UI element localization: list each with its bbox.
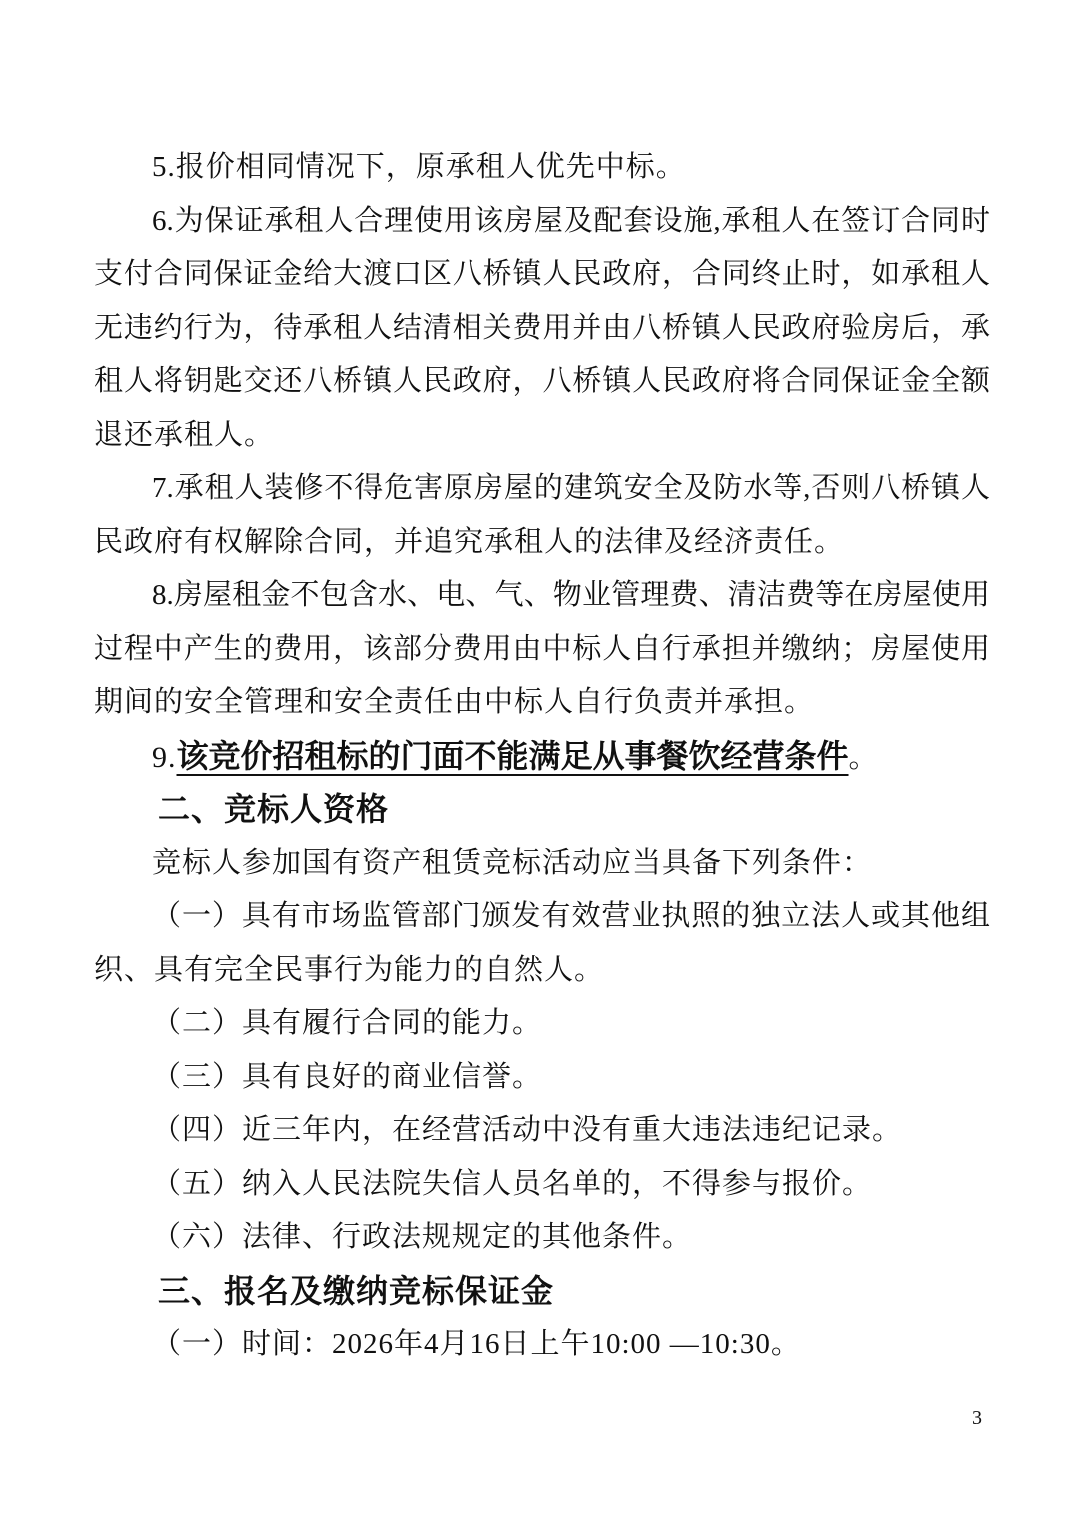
section-heading-2: 二、竞标人资格 xyxy=(158,791,390,827)
qualification-item-3: （三）具有良好的商业信誉。 xyxy=(152,1060,543,1093)
section-heading-3: 三、报名及缴纳竞标保证金 xyxy=(158,1272,555,1309)
clause-9 xyxy=(94,730,990,784)
clause-6-line-1: 6.为保证承租人合理使用该房屋及配套设施,承租人在签订合同时 xyxy=(152,204,990,237)
qualification-item-1-line-1: （一）具有市场监管部门颁发有效营业执照的独立法人或其他组 xyxy=(152,900,990,932)
clause-8-line-1: 8.房屋租金不包含水、电、气、物业管理费、清洁费等在房屋使用 xyxy=(152,579,990,611)
clause-6-line-2: 支付合同保证金给大渡口区八桥镇人民政府，合同终止时，如承租人 xyxy=(94,258,990,290)
qualification-item-2: （二）具有履行合同的能力。 xyxy=(152,1007,543,1039)
clause-6-line-3: 无违约行为，待承租人结清相关费用并由八桥镇人民政府验房后，承 xyxy=(94,311,990,344)
clause-6-line-5: 退还承租人。 xyxy=(94,418,275,451)
qualification-item-4: （四）近三年内，在经营活动中没有重大违法违纪记录。 xyxy=(152,1114,903,1146)
page-number: 3 xyxy=(972,1407,982,1429)
clause-8-line-2: 过程中产生的费用，该部分费用由中标人自行承担并缴纳；房屋使用 xyxy=(94,632,990,665)
qualification-item-6: （六）法律、行政法规规定的其他条件。 xyxy=(152,1221,693,1253)
clause-5: 5.报价相同情况下，原承租人优先中标。 xyxy=(152,151,686,183)
clause-9-number: 9. xyxy=(152,740,177,774)
qualification-intro: 竞标人参加国有资产租赁竞标活动应当具备下列条件： xyxy=(152,846,873,879)
clause-9-period: 。 xyxy=(848,741,879,774)
document-body xyxy=(94,141,990,1372)
clause-8-line-3: 期间的安全管理和安全责任由中标人自行负责并承担。 xyxy=(94,686,815,718)
clause-6-line-4: 租人将钥匙交还八桥镇人民政府，八桥镇人民政府将合同保证金全额 xyxy=(94,365,990,397)
clause-9-emphasis: 该竞价招租标的门面不能满足从事餐饮经营条件 xyxy=(176,737,849,774)
qualification-item-5: （五）纳入人民法院失信人员名单的，不得参与报价。 xyxy=(152,1167,873,1200)
registration-time: （一）时间：2026年4月16日上午10:00 —10:30。 xyxy=(152,1328,801,1360)
clause-7-line-1: 7.承租人装修不得危害原房屋的建筑安全及防水等,否则八桥镇人 xyxy=(152,472,990,504)
qualification-item-1-line-2: 织、具有完全民事行为能力的自然人。 xyxy=(94,953,605,986)
clause-7-line-2: 民政府有权解除合同，并追究承租人的法律及经济责任。 xyxy=(94,525,845,558)
